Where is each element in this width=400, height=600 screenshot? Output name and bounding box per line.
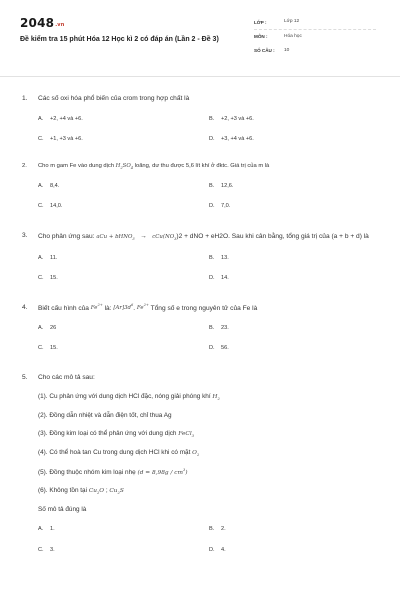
- option-label: B.: [209, 526, 215, 533]
- superscript: 3: [182, 467, 186, 472]
- formula-part: Fe: [90, 305, 98, 312]
- option-text: +2, +4 và +6.: [50, 115, 83, 122]
- question-number: 1.: [22, 95, 28, 102]
- statement-4: [20, 449, 376, 458]
- statement-3: [20, 430, 376, 439]
- question-text: [38, 304, 376, 313]
- answer-choices: [20, 255, 376, 283]
- option-label: A.: [38, 115, 44, 122]
- option-label: B.: [209, 255, 215, 262]
- option-label: C.: [38, 546, 44, 553]
- question-number: 4.: [22, 303, 28, 311]
- statement-2: (2). Đồng dẫn nhiệt và dẫn điện tốt, chỉ thua Ag: [38, 411, 172, 419]
- text-part: .: [133, 304, 137, 312]
- statement-6: [20, 487, 376, 496]
- text-part: Cho phản ứng sau:: [38, 233, 95, 241]
- answer-option-d[interactable]: [209, 547, 380, 554]
- question-number: 3.: [22, 232, 28, 240]
- formula-fe-ion: [91, 305, 103, 311]
- question-number: 2.: [22, 163, 27, 170]
- header-divider: [0, 76, 400, 77]
- meta-value: Hóa học: [284, 33, 302, 39]
- question-2: [20, 163, 376, 210]
- option-text: 7,0.: [221, 203, 231, 210]
- option-text: 23.: [221, 324, 229, 331]
- option-text: 11.: [50, 255, 58, 262]
- answer-option-c[interactable]: [38, 275, 209, 282]
- formula-h2so4: [116, 163, 133, 169]
- answer-option-d[interactable]: [209, 275, 380, 282]
- answer-choices: [20, 526, 376, 554]
- option-label: C.: [38, 275, 44, 282]
- option-text: 14,0.: [50, 203, 63, 210]
- page-header: [20, 14, 376, 76]
- option-label: D.: [209, 345, 215, 352]
- meta-key: MÔN :: [254, 34, 268, 40]
- arrow-icon: →: [140, 233, 147, 241]
- question-4: [20, 304, 376, 353]
- answer-option-a[interactable]: [38, 526, 209, 533]
- statement-text: (6). Không tồn tại: [38, 487, 89, 495]
- subscript: 3: [191, 434, 194, 439]
- answer-option-a[interactable]: [38, 183, 209, 190]
- question-text: Cho các mô tả sau:: [38, 374, 95, 382]
- question-text: [38, 163, 376, 171]
- formula-o2: [192, 450, 199, 456]
- question-1: [20, 95, 376, 143]
- answer-option-b[interactable]: [209, 526, 380, 533]
- formula-part: [Ar]3d: [113, 305, 131, 312]
- formula-h2: [212, 394, 219, 400]
- question-stem: [20, 304, 376, 313]
- option-label: D.: [209, 546, 215, 553]
- formula-part: O: [99, 488, 105, 495]
- formula-fe-ion: [137, 305, 149, 311]
- question-stem: [20, 95, 376, 104]
- answer-option-d[interactable]: [209, 345, 380, 352]
- question-stem: [20, 163, 376, 171]
- answer-option-b[interactable]: [209, 116, 380, 123]
- logo-suffix: .vn: [55, 22, 65, 28]
- subscript: 2: [96, 491, 100, 496]
- formula-part: Cu: [88, 488, 97, 495]
- option-text: 13.: [221, 255, 229, 262]
- option-text: 15.: [50, 345, 58, 352]
- option-text: 26: [50, 324, 57, 331]
- superscript: 2+: [97, 303, 103, 308]
- answer-option-d[interactable]: [209, 136, 380, 143]
- option-label: D.: [209, 275, 215, 282]
- answer-option-a[interactable]: [38, 255, 209, 262]
- formula-part: SO: [122, 163, 131, 170]
- subscript: 2: [120, 166, 123, 171]
- site-logo[interactable]: [20, 16, 65, 32]
- option-label: A.: [38, 526, 44, 533]
- formula-cu2s: [109, 488, 123, 494]
- question-5: [20, 374, 376, 554]
- statement-text: (1). Cu phản ứng với dung dịch HCl đặc, nóng giải phóng khí: [38, 393, 213, 400]
- option-label: D.: [209, 203, 215, 210]
- statement-text: (5). Đồng thuộc nhóm kim loại nhẹ: [38, 468, 138, 476]
- formula-part: aCu + bHNO: [96, 234, 133, 241]
- subscript: 4: [130, 166, 134, 171]
- statement-text: (3). Đồng kim loại có thể phản ứng với dung dịch: [38, 430, 179, 438]
- meta-value: 10: [284, 47, 290, 53]
- formula-part: S: [119, 488, 124, 495]
- formula-cu2o: [89, 488, 104, 494]
- answer-option-b[interactable]: [209, 183, 380, 190]
- page-title: Đề kiểm tra 15 phút Hóa 12 Học kì 2 có đáp án (Lần 2 - Đề 3): [20, 36, 219, 43]
- formula-part: H: [115, 163, 121, 170]
- answer-option-b[interactable]: [209, 255, 380, 262]
- option-text: 8,4.: [50, 182, 60, 189]
- formula-part: Fe: [136, 305, 144, 312]
- statement-text: (4). Có thể hoà tan Cu trong dung dịch HCl khi có mặt: [38, 448, 193, 456]
- option-text: 15.: [50, 275, 58, 282]
- answer-choices: [20, 325, 376, 353]
- answer-option-c[interactable]: [38, 345, 209, 352]
- text-part: )2 + dNO + eH2O. Sau khi cân bằng, tổng giá trị của (a + b + d) là: [176, 233, 369, 241]
- answer-option-a[interactable]: [38, 116, 209, 123]
- equation-rhs: [152, 234, 176, 240]
- question-closing: Số mô tả đúng là: [38, 506, 87, 514]
- option-text: +3, +4 và +6.: [221, 135, 254, 142]
- subscript: 3: [174, 237, 177, 242]
- formula-part: ): [185, 469, 188, 476]
- formula-part: O: [192, 449, 197, 456]
- option-text: 1.: [50, 526, 55, 533]
- formula-fecl3: [178, 431, 194, 437]
- text-part: loãng, dư thu được 5,6 lít khí ở đktc. Giá trị của m là: [133, 163, 270, 170]
- question-stem: [20, 374, 376, 383]
- option-text: 2.: [221, 526, 226, 533]
- answer-option-c[interactable]: [38, 547, 209, 554]
- answer-option-c[interactable]: [38, 136, 209, 143]
- formula-part: (d = 8,98g / cm: [137, 469, 183, 476]
- text-part: Tổng số e trong nguyên tử của Fe là: [148, 304, 258, 312]
- question-text: Các số oxi hóa phổ biến của crom trong hợp chất là: [38, 95, 190, 102]
- option-text: 12,6.: [221, 182, 234, 189]
- meta-row-count: [254, 44, 376, 58]
- option-label: C.: [38, 135, 44, 142]
- electron-config: [113, 305, 133, 311]
- option-label: B.: [209, 182, 215, 189]
- formula-part: cCu(NO: [152, 234, 175, 241]
- question-3: [20, 232, 376, 282]
- option-text: 14.: [221, 275, 229, 282]
- formula-part: H: [212, 394, 218, 400]
- option-text: 56.: [221, 345, 229, 352]
- answer-option-a[interactable]: [38, 325, 209, 332]
- answer-option-c[interactable]: [38, 203, 209, 210]
- answer-choices: [20, 183, 376, 211]
- formula-density: [137, 467, 188, 476]
- formula-part: FeCl: [178, 431, 192, 438]
- option-label: A.: [38, 182, 44, 189]
- subscript: 2: [217, 397, 220, 402]
- option-label: A.: [38, 255, 44, 262]
- text-part: Biết cấu hình của: [38, 304, 91, 312]
- text-part: là:: [102, 304, 114, 312]
- subscript: 2: [117, 491, 120, 496]
- option-text: +1, +3 và +6.: [50, 135, 83, 142]
- option-label: C.: [38, 203, 44, 210]
- separator: ;: [104, 487, 110, 495]
- statement-1: [20, 393, 376, 402]
- equation-lhs: [96, 234, 134, 240]
- option-label: A.: [38, 324, 44, 331]
- subscript: 3: [132, 237, 135, 242]
- meta-panel: [254, 16, 376, 58]
- option-text: 4.: [221, 546, 226, 553]
- option-label: B.: [209, 115, 215, 122]
- option-label: C.: [38, 345, 44, 352]
- superscript: 6: [130, 303, 134, 308]
- subscript: 2: [196, 453, 200, 458]
- answer-choices: [20, 116, 376, 144]
- meta-row-class: [254, 16, 376, 30]
- option-text: 3.: [50, 546, 55, 553]
- meta-row-subject: [254, 30, 376, 44]
- option-label: D.: [209, 135, 215, 142]
- formula-part: Cu: [109, 488, 118, 495]
- meta-key: SỐ CÂU :: [254, 48, 275, 54]
- answer-option-d[interactable]: [209, 203, 380, 210]
- question-stem: [20, 232, 376, 243]
- meta-key: LỚP :: [254, 19, 267, 25]
- text-part: Cho m gam Fe vào dung dịch: [38, 163, 116, 170]
- answer-option-b[interactable]: [209, 325, 380, 332]
- logo-text: 2048: [20, 16, 55, 30]
- meta-value: Lớp 12: [284, 19, 300, 25]
- statement-5: [20, 468, 376, 477]
- option-label: B.: [209, 324, 215, 331]
- question-text: [38, 232, 376, 243]
- superscript: 2+: [143, 303, 149, 308]
- option-text: +2, +3 và +6.: [221, 115, 254, 122]
- question-number: 5.: [22, 374, 28, 382]
